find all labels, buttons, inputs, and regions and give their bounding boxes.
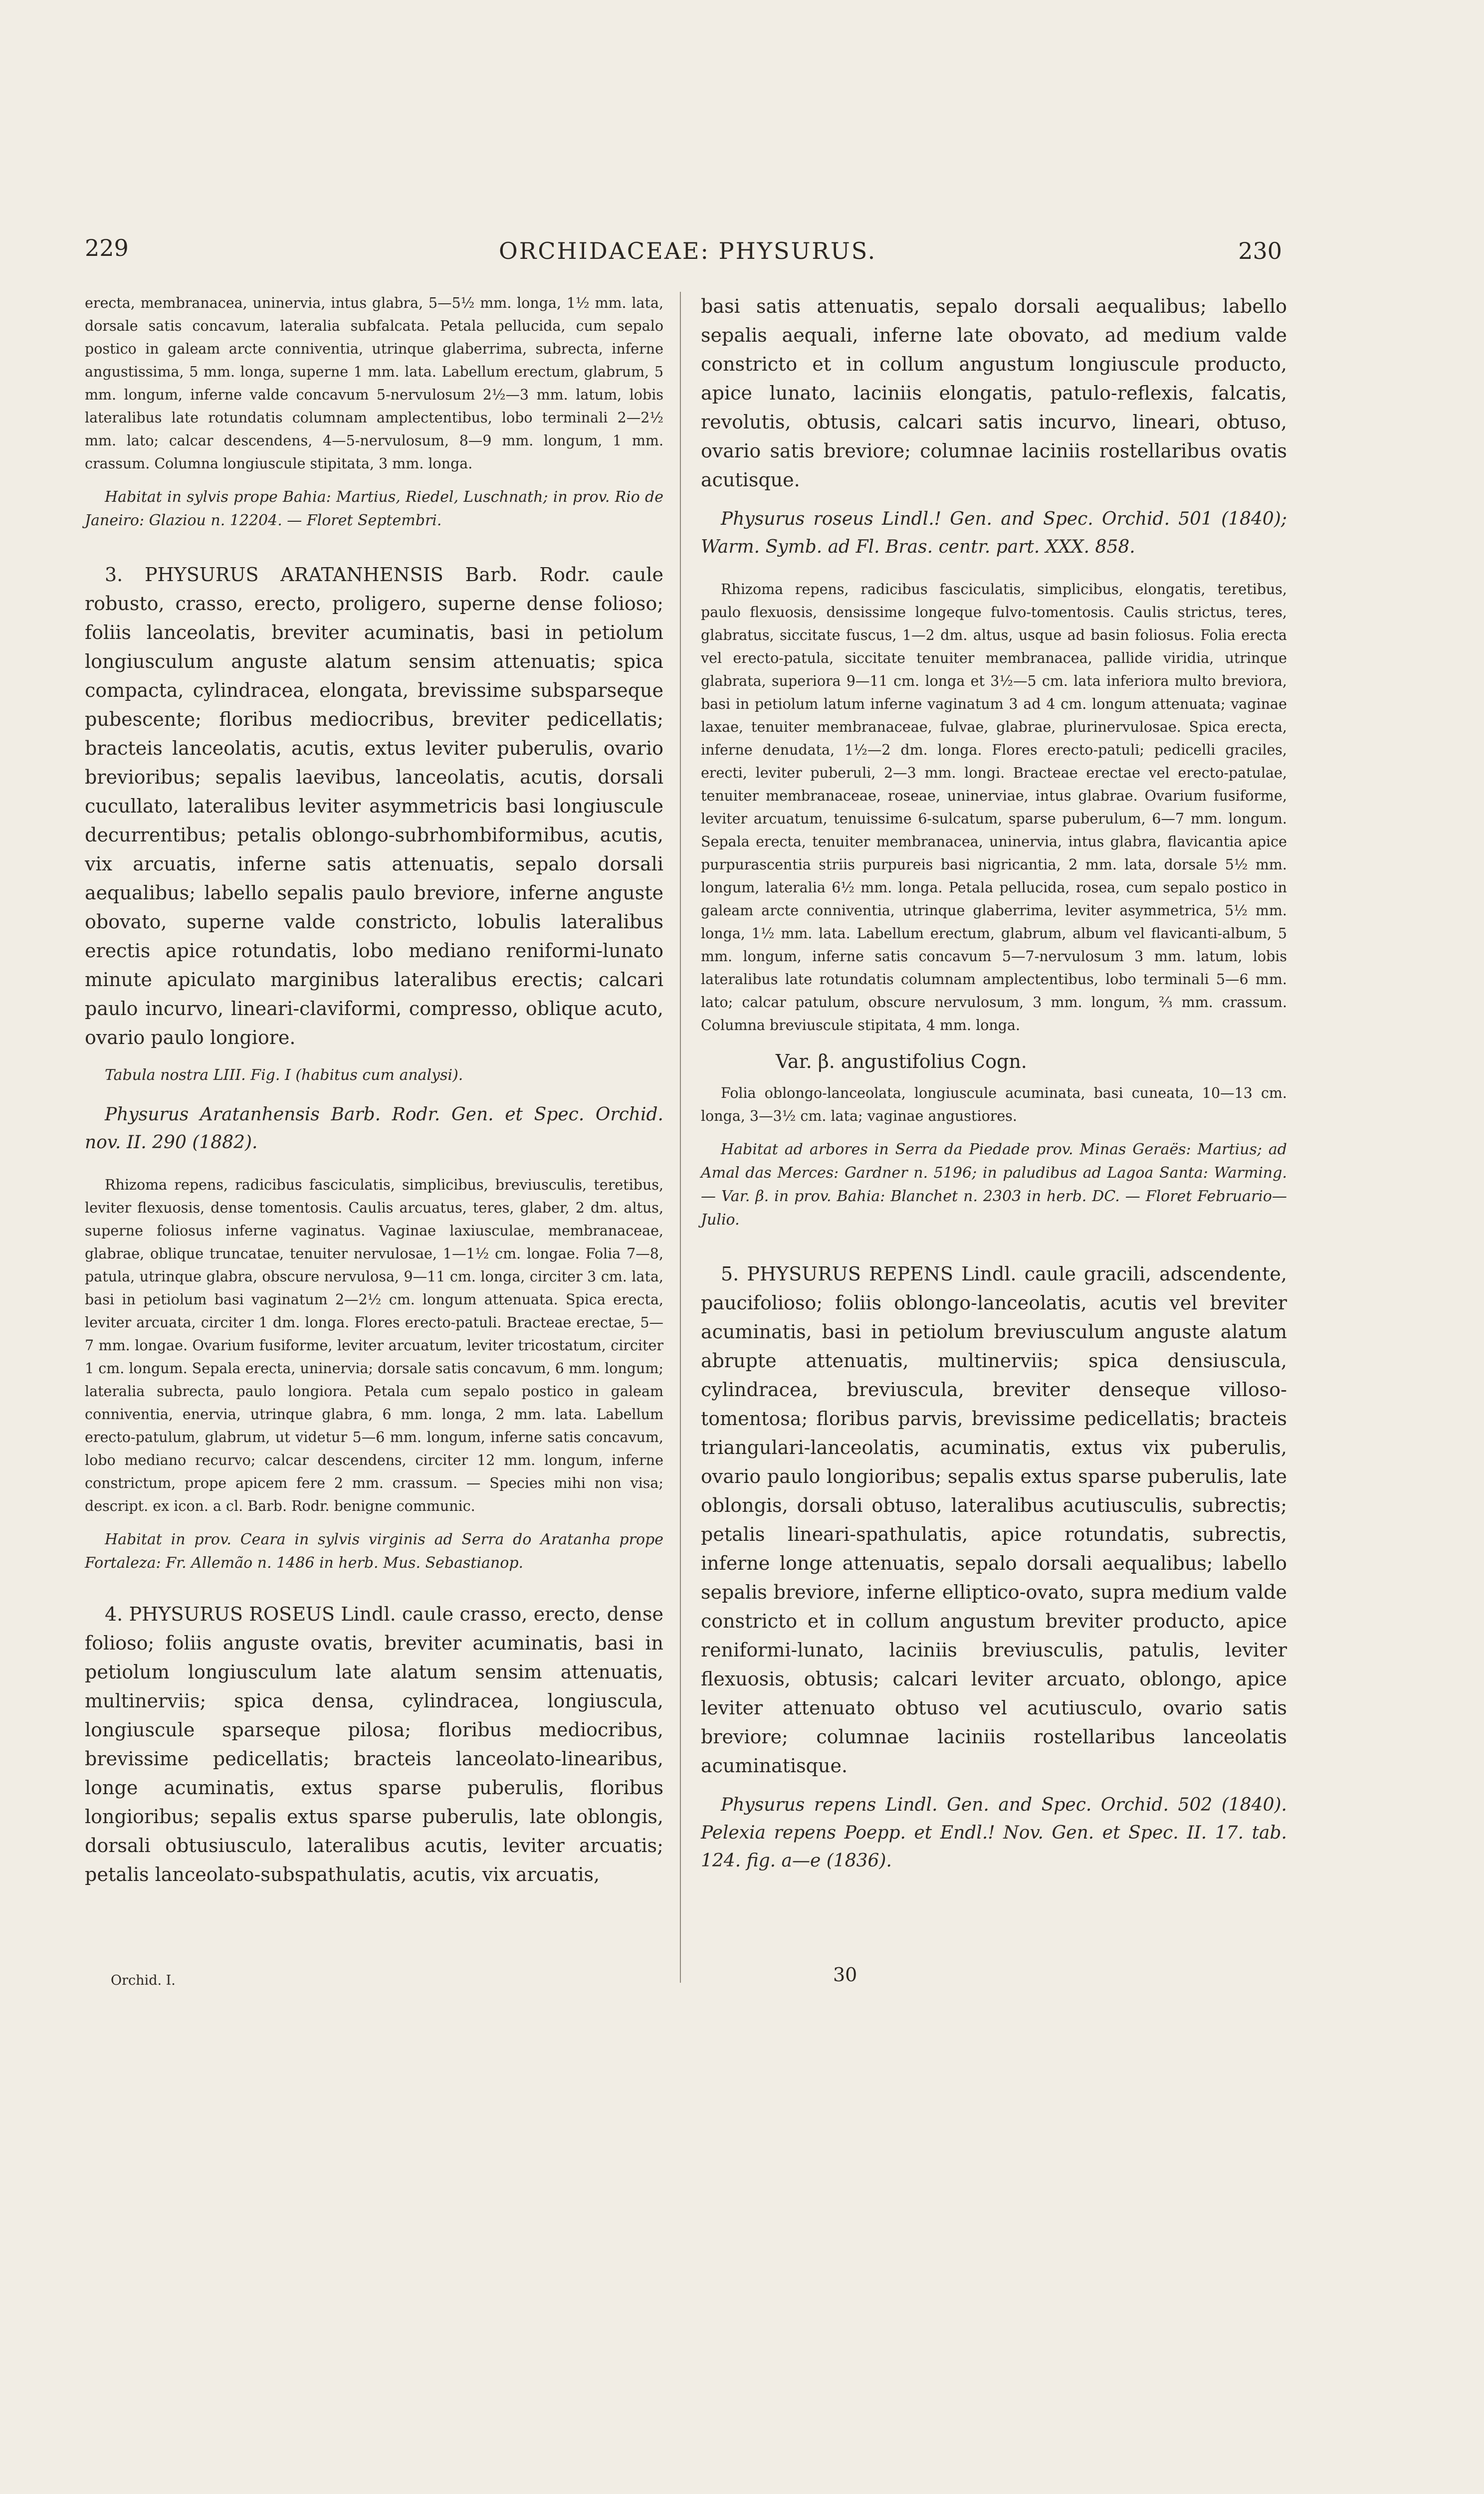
- species-2-description-continued: erecta, membranacea, uninervia, intus glabra, 5—5½ mm. longa, 1½ mm. lata, dorsale satis concavum, lateralia subfalcata. Petala pellucida, cum sepalo postico in galeam arcte conniventia, utrinque glaberrima, subrecta, inferne angustissima, 5 mm. longa, superne 1 mm. lata. Labellum erectum, glabrum, 5 mm. longum, inferne valde concavum 5-nervulosum 2½—3 mm. latum, lobis lateralibus late rotundatis columnam amplectentibus, lobo terminali 2—2½ mm. lato; calcar descendens, 4—5-nervulosum, 8—9 mm. longum, 1 mm. crassum. Columna longiuscule stipitata, 3 mm. longa.: [85, 295, 663, 472]
- species-4-description: Rhizoma repens, radicibus fasciculatis, simplicibus, elongatis, teretibus, paulo flexuosis, densissime longeque fulvo-tomentosis. Caulis strictus, teres, glabratus, siccitate fuscus, 1—2 dm. altus, usque ad basin foliosus. Folia erecta vel erecto-patula, siccitate tenuiter membranacea, pallide viridia, utrinque glabrata, superiora 9—11 cm. longa et 3½—5 cm. lata inferiora multo breviora, basi in petiolum latum inferne vaginatum 3 ad 4 cm. longum attenuata; vaginae laxae, tenuiter membranaceae, fulvae, glabrae, plurinervulosae. Spica erecta, inferne denudata, 1½—2 dm. longa. Flores erecto-patuli; pedicelli graciles, erecti, leviter puberuli, 2—3 mm. longi. Bracteae erectae vel erecto-patulae, tenuiter membranaceae, roseae, uninerviae, intus glabrae. Ovarium fusiforme, leviter arcuatum, tenuissime 6-sulcatum, sparse puberulum, 6—7 mm. longum. Sepala erecta, tenuiter membranacea, uninervia, intus glabra, flavicantia apice purpurascentia striis purpureis basi nigricantia, 2 mm. lata, dorsale 5½ mm. longum, lateralia 6½ mm. longa. Petala pellucida, rosea, cum sepalo postico in galeam arcte conniventia, utrinque glaberrima, leviter asymmetrica, 5½ mm. longa, 1½ mm. lata. Labellum erectum, glabrum, album vel flavicanti-album, 5 mm. longum, inferne satis concavum 5—7-nervulosum 3 mm. latum, lobis lateralibus late rotundatis columnam amplectentibus, lobo terminali 5—6 mm. lato; calcar patulum, obscure nervulosum, 3 mm. longum, ⅔ mm. crassum. Columna breviuscule stipitata, 4 mm. longa.: [701, 581, 1287, 1034]
- running-title: ORCHIDACEAE: PHYSURUS.: [499, 237, 877, 264]
- species-3-description: Rhizoma repens, radicibus fasciculatis, simplicibus, breviusculis, teretibus, leviter flexuosis, dense tomentosis. Caulis arcuatus, teres, glaber, 2 dm. altus, superne foliosus inferne vaginatus. Vaginae laxiusculae, membranaceae, glabrae, oblique truncatae, tenuiter nervulosae, 1—1½ cm. longae. Folia 7—8, patula, utrinque glabra, obscure nervulosa, 9—11 cm. longa, circiter 3 cm. lata, basi in petiolum basi vaginatum 2—2½ cm. longum attenuata. Spica erecta, leviter arcuata, circiter 1 dm. longa. Flores erecto-patuli. Bracteae erectae, 5—7 mm. longae. Ovarium fusiforme, leviter arcuatum, leviter tricostatum, circiter 1 cm. longum. Sepala erecta, uninervia; dorsale satis concavum, 6 mm. longum; lateralia subrecta, paulo longiora. Petala cum sepalo postico in galeam conniventia, enervia, utrinque glabra, 6 mm. longa, 2 mm. lata. Labellum erecto-patulum, glabrum, ut videtur 5—6 mm. longum, inferne satis concavum, lobo mediano recurvo; calcar descendens, circiter 12 mm. longum, inferne constrictum, prope apicem fere 2 mm. crassum. — Species mihi non visa; descript. ex icon. a cl. Barb. Rodr. benigne communic.: [85, 1177, 663, 1514]
- sheet-number: 30: [833, 1964, 857, 1986]
- species-3-plate-reference: Tabula nostra LIII. Fig. I (habitus cum analysi).: [105, 1066, 463, 1084]
- variety-description: Folia oblongo-lanceolata, longiuscule acuminata, basi cuneata, 10—13 cm. longa, 3—3½ cm. lata; vaginae angustiores.: [701, 1085, 1287, 1124]
- species-5-literature-reference: Physurus repens Lindl. Gen. and Spec. Orchid. 502 (1840). Pelexia repens Poepp. et Endl.! Nov. Gen. et Spec. II. 17. tab. 124. fig. a—e (1836).: [701, 1795, 1287, 1871]
- species-3-literature-reference: Physurus Aratanhensis Barb. Rodr. Gen. et Spec. Orchid. nov. II. 290 (1882).: [85, 1104, 663, 1153]
- species-5-diagnosis: 5. PHYSURUS REPENS Lindl. caule gracili, adscendente, paucifolioso; foliis oblongo-lanceolatis, acutis vel breviter acuminatis, basi in petiolum breviusculum anguste alatum abrupte attenuatis, multinerviis; spica densiuscula, cylindracea, breviuscula, breviter denseque villoso-tomentosa; floribus parvis, brevissime pedicellatis; bracteis triangulari-lanceolatis, acuminatis, extus vix puberulis, ovario paulo longioribus; sepalis extus sparse puberulis, late oblongis, dorsali obtuso, lateralibus acutiusculis, subrectis; petalis lineari-spathulatis, apice rotundatis, subrectis, inferne longe attenuatis, sepalo dorsali aequalibus; labello sepalis breviore, inferne elliptico-ovato, supra medium valde constricto et in collum angustum breviter producto, apice reniformi-lunato, laciniis breviusculis, patulis, leviter flexuosis, obtusis; calcari leviter arcuato, oblongo, apice leviter attenuato obtuso vel acutiusculo, ovario satis breviore; columnae laciniis rostellaribus lanceolatis acuminatisque.: [701, 1263, 1287, 1777]
- column-divider: [680, 292, 681, 1983]
- variety-title: Var. β. angustifolius Cogn.: [776, 1050, 1027, 1072]
- species-4-habitat: Habitat ad arbores in Serra da Piedade prov. Minas Geraës: Martius; ad Amal das Merces: Gardner n. 5196; in paludibus ad Lagoa Santa: Warming. — Var. β. in prov. Bahia: Blanchet n. 2303 in herb. DC. — Floret Februario—Julio.: [701, 1141, 1287, 1229]
- species-3-habitat: Habitat in prov. Ceara in sylvis virginis ad Serra do Aratanha prope Fortaleza: Fr. Allemão n. 1486 in herb. Mus. Sebastianop.: [85, 1531, 663, 1572]
- species-2-habitat: Habitat in sylvis prope Bahia: Martius, Riedel, Luschnath; in prov. Rio de Janeiro: Glaziou n. 12204. — Floret Septembri.: [85, 488, 663, 529]
- page-number-right: 230: [1238, 237, 1282, 264]
- left-column: [85, 292, 663, 1900]
- species-3-diagnosis: 3. PHYSURUS ARATANHENSIS Barb. Rodr. caule robusto, crasso, erecto, proligero, superne dense folioso; foliis lanceolatis, breviter acuminatis, basi in petiolum longiusculum anguste alatum sensim attenuatis; spica compacta, cylindracea, elongata, brevissime subsparseque pubescente; floribus mediocribus, breviter pedicellatis; bracteis lanceolatis, acutis, extus leviter puberulis, ovario brevioribus; sepalis laevibus, lanceolatis, acutis, dorsali cucullato, lateralibus leviter asymmetricis basi longiuscule decurrentibus; petalis oblongo-subrhombiformibus, acutis, vix arcuatis, inferne satis attenuatis, sepalo dorsali aequalibus; labello sepalis paulo breviore, inferne anguste obovato, superne valde constricto, lobulis lateralibus erectis apice rotundatis, lobo mediano reniformi-lunato minute apiculato marginibus lateralibus erectis; calcari paulo incurvo, lineari-claviformi, compresso, oblique acuto, ovario paulo longiore.: [85, 564, 663, 1048]
- page-number-left: 229: [85, 234, 129, 261]
- page-header: [85, 234, 1282, 269]
- signature-mark: Orchid. I.: [111, 1973, 176, 1988]
- right-column: [701, 292, 1287, 1892]
- species-4-diagnosis: 4. PHYSURUS ROSEUS Lindl. caule crasso, erecto, dense folioso; foliis anguste ovatis, breviter acuminatis, basi in petiolum longiusculum late alatum sensim attenuatis, multinerviis; spica densa, cylindracea, longiuscula, longiuscule sparseque pilosa; floribus mediocribus, brevissime pedicellatis; bracteis lanceolato-linearibus, longe acuminatis, extus sparse puberulis, floribus longioribus; sepalis extus sparse puberulis, late oblongis, dorsali obtusiusculo, lateralibus acutis, leviter arcuatis; petalis lanceolato-subspathulatis, acutis, vix arcuatis,: [85, 1603, 663, 1885]
- species-4-literature-reference: Physurus roseus Lindl.! Gen. and Spec. Orchid. 501 (1840); Warm. Symb. ad Fl. Bras. centr. part. XXX. 858.: [701, 509, 1287, 557]
- species-4-diagnosis-continued: basi satis attenuatis, sepalo dorsali aequalibus; labello sepalis aequali, inferne late obovato, ad medium valde constricto et in collum angustum longiuscule producto, apice lunato, laciniis elongatis, patulo-reflexis, falcatis, revolutis, obtusis, calcari satis incurvo, lineari, obtuso, ovario satis breviore; columnae laciniis rostellaribus ovatis acutisque.: [701, 295, 1287, 491]
